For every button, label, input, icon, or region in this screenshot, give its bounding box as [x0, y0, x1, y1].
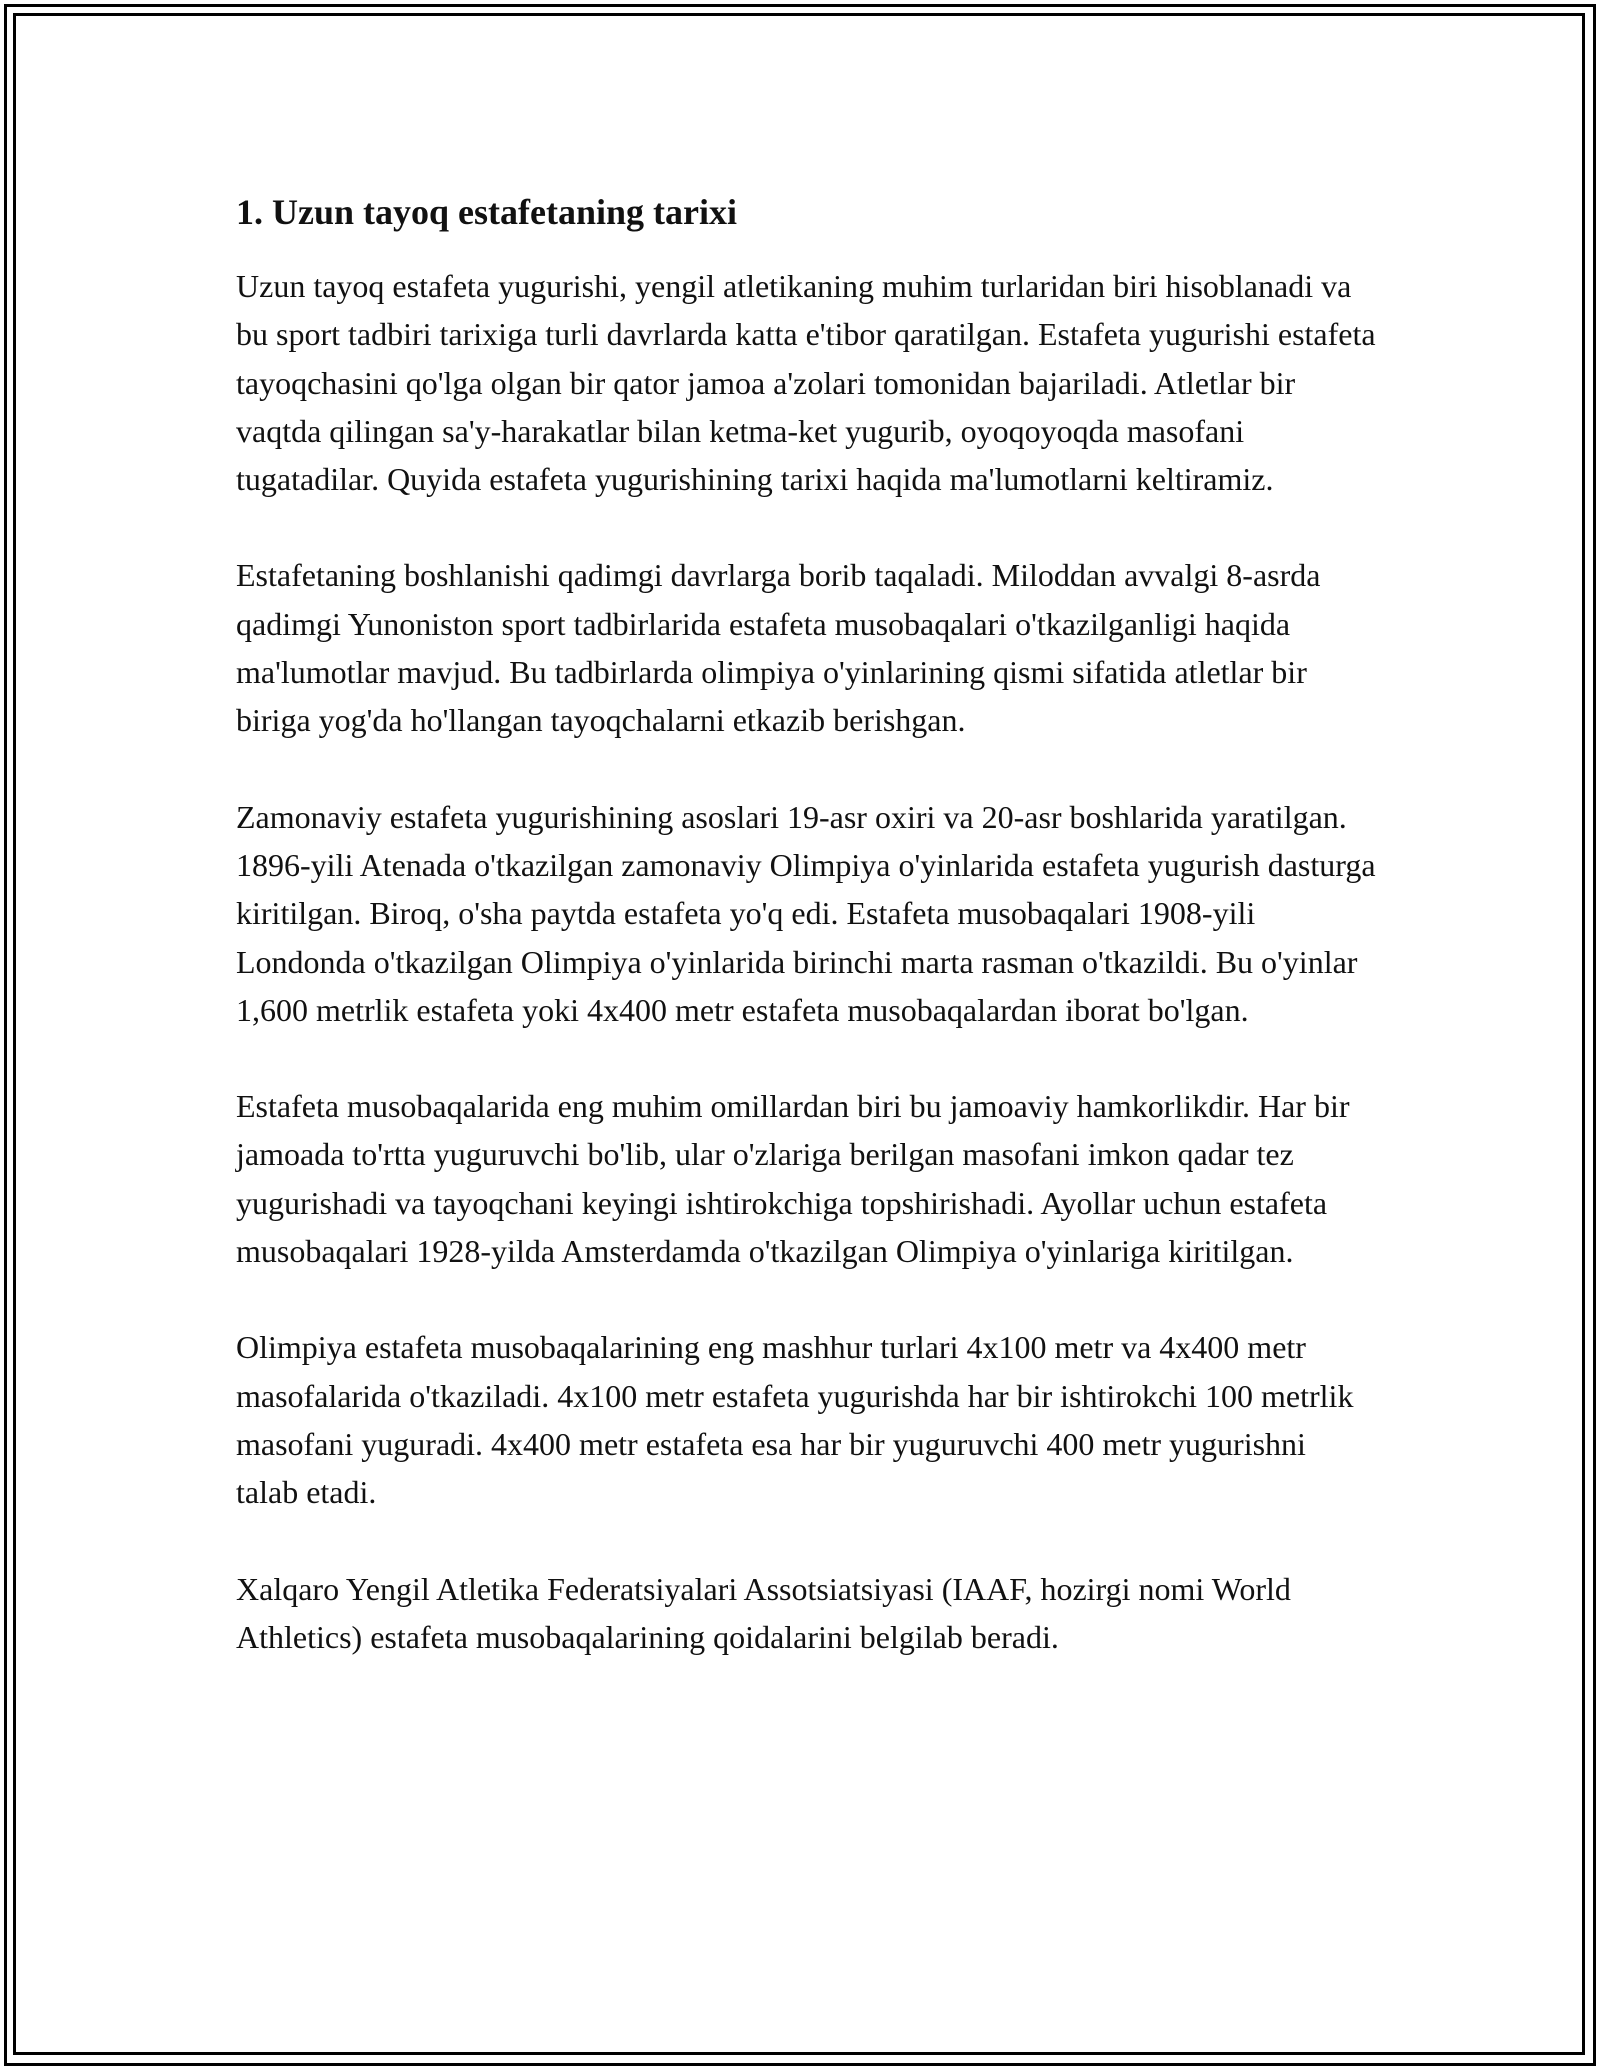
- paragraph-intro: Uzun tayoq estafeta yugurishi, yengil atletikaning muhim turlaridan biri hisoblanadi va bu sport tadbiri tarixiga turli davrlarda katta e'tibor qaratilgan. Estafeta yugurishi estafeta tayoqchasini qo'lga olgan bir qator jamoa a'zolari tomonidan bajariladi. Atletlar bir vaqtda qilingan sa'y-harakatlar bilan ketma-ket yugurib, oyoqoyoqda masofani tugatadilar. Quyida estafeta yugurishining tarixi haqida ma'lumotlarni keltiramiz.: [236, 268, 1376, 498]
- paragraph-modern-foundations: Zamonaviy estafeta yugurishining asoslari 19-asr oxiri va 20-asr boshlarida yaratilgan. 1896-yili Atenada o'tkazilgan zamonaviy Olimpiya o'yinlarida estafeta yugurish dasturga kiritilgan. Biroq, o'sha paytda estafeta yo'q edi. Estafeta musobaqalari 1908-yili Londonda o'tkazilgan Olimpiya o'yinlarida birinchi marta rasman o'tkazildi. Bu o'yinlar 1,600 metrlik estafeta yoki 4x400 metr estafeta musobaqalardan iborat bo'lgan.: [236, 798, 1376, 1028]
- paragraph-olympic-distances: Olimpiya estafeta musobaqalarining eng mashhur turlari 4x100 metr va 4x400 metr masofalarida o'tkaziladi. 4x100 metr estafeta yugurishda har bir ishtirokchi 100 metrlik masofani yuguradi. 4x400 metr estafeta esa har bir yuguruvchi 400 metr yugurishni talab etadi.: [236, 1329, 1354, 1511]
- paragraph-ancient-origins: Estafetaning boshlanishi qadimgi davrlarga borib taqaladi. Miloddan avvalgi 8-asrda qadimgi Yunoniston sport tadbirlarida estafeta musobaqalari o'tkazilganligi haqida ma'lumotlar mavjud. Bu tadbirlarda olimpiya o'yinlarining qismi sifatida atletlar bir biriga yog'da ho'llangan tayoqchalarni etkazib berishgan.: [236, 557, 1321, 739]
- paragraph-teamwork: Estafeta musobaqalarida eng muhim omillardan biri bu jamoaviy hamkorlikdir. Har bir jamoada to'rtta yuguruvchi bo'lib, ular o'zlariga berilgan masofani imkon qadar tez yugurishadi va tayoqchani keyingi ishtirokchiga topshirishadi. Ayollar uchun estafeta musobaqalari 1928-yilda Amsterdamda o'tkazilgan Olimpiya o'yinlariga kiritilgan.: [236, 1088, 1350, 1270]
- paragraph-governing-body: Xalqaro Yengil Atletika Federatsiyalari Assotsiatsiyasi (IAAF, hozirgi nomi World Athletics) estafeta musobaqalarining qoidalarini belgilab beradi.: [236, 1570, 1291, 1655]
- section-heading: 1. Uzun tayoq estafetaning tarixi: [236, 192, 737, 232]
- document-body: [236, 190, 1376, 1709]
